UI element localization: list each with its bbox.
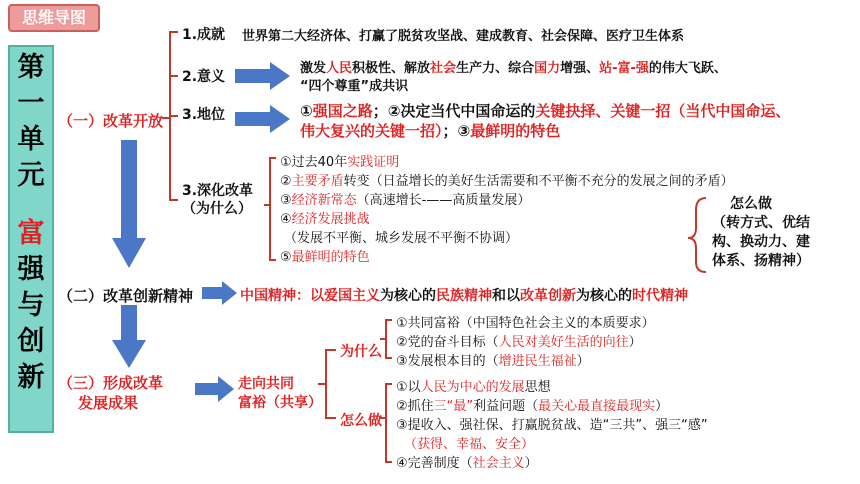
how-label: 怎么做 [730,196,772,212]
how-item-2: ②抓住三“最”利益问题（最关心最直接最现实） [396,399,669,414]
deepen-label: 3.深化改革 [182,183,254,199]
unit-theme-char: 与 [17,290,45,321]
right-arrow-icon [235,62,290,90]
status-line-1: ①强国之路；②决定当代中国命运的关键抉择、关键一招（当代中国命运、 [300,102,791,120]
achievement-text: 世界第二大经济体、打赢了脱贫攻坚战、建成教育、社会保障、医疗卫生体系 [242,29,685,44]
right-arrow-icon [195,376,234,402]
common-prosperity-goal: 走向共同 [238,376,294,392]
deepen-item-1: ①过去40年实践证明 [280,155,400,170]
down-arrow-icon [112,140,146,268]
why-item-2: ②党的奋斗目标（人民对美好生活的向往） [396,335,642,350]
deepen-item-4-detail: （发展不平衡、城乡发展不平衡不协调） [284,231,519,246]
section-results: （三）形成改革 [58,374,164,392]
s1-bracket [162,32,178,200]
status-line-2: 伟大复兴的关键一招）；③最鲜明的特色 [300,122,561,140]
deepen-bracket [264,158,276,260]
status-label: 3.地位 [182,107,226,123]
how-line: 体系、扬精神） [712,253,810,269]
unit-title-char: 元 [17,160,45,191]
how-item-3-detail: （获得、幸福、安全） [404,437,535,452]
how-item-3: ③提收入、强社保、打赢脱贫战、造“三共”、强三“感” [396,418,708,433]
common-prosperity-goal-line2: 富裕（共享） [238,395,322,411]
meaning-line-2: “四个尊重”成共识 [300,79,409,94]
meaning-line-1: 激发人民积极性、解放社会生产力、综合国力增强、站-富-强的伟大飞跃、 [300,61,727,76]
how-item-1: ①以人民为中心的发展思想 [396,380,551,395]
mind-map-tag: 思维导图 [8,4,100,32]
right-arrow-icon [202,281,237,305]
chinese-spirit-text: 中国精神：以爱国主义为核心的民族精神和以改革创新为核心的时代精神 [240,288,688,304]
meaning-label: 2.意义 [182,69,226,85]
unit-title-char: 单 [17,124,45,155]
how-item-4: ④完善制度（社会主义） [396,456,538,471]
how-line: （转方式、优结 [712,215,810,231]
achievement-label: 1.成就 [182,27,226,43]
unit-title-char: 一 [17,88,45,119]
why-item-1: ①共同富裕（中国特色社会主义的本质要求） [396,316,655,331]
section-results-line2: 发展成果 [78,394,139,412]
unit-theme-char: 富 [17,218,45,249]
deepen-item-4: ④经济发展挑战 [280,212,370,227]
deepen-item-3: ③经济新常态（高速增长-——高质量发展） [280,193,531,208]
unit-theme-char: 强 [17,254,45,285]
why-item-3: ③发展根本目的（增进民生福祉） [396,354,590,369]
unit-theme-char: 新 [17,362,45,393]
section-innovation-spirit: （二）改革创新精神 [58,287,194,305]
how-brace [688,198,706,272]
unit-title-char: 第 [17,52,45,83]
deepen-sublabel: （为什么） [182,201,252,217]
deepen-item-5: ⑤最鲜明的特色 [280,250,370,265]
deepen-item-2: ②主要矛盾转变（日益增长的美好生活需要和不平衡不充分的发展之间的矛盾） [280,174,734,189]
unit-theme-char: 创 [17,326,45,357]
why-label: 为什么 [340,344,382,360]
section-reform-opening: （一）改革开放 [58,112,164,130]
how-line: 构、换动力、建 [712,234,810,250]
right-arrow-icon [235,105,290,133]
down-arrow-icon [112,305,146,368]
how-to-label: 怎么做 [340,413,382,429]
